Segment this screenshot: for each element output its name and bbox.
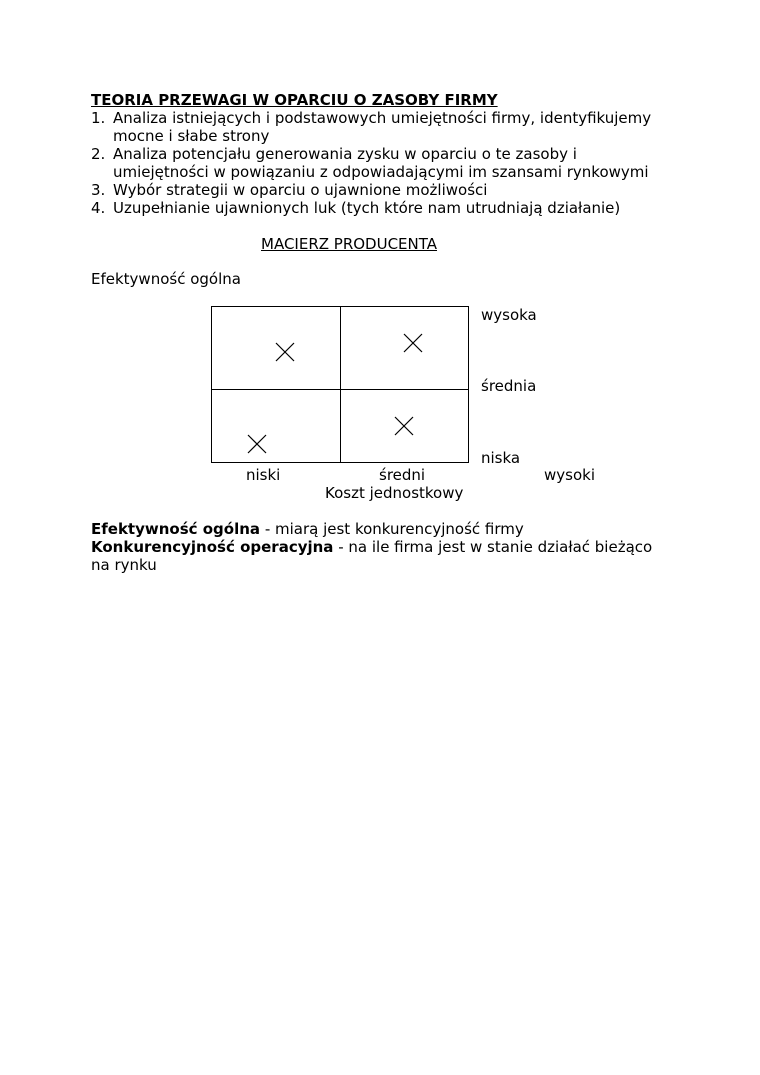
list-number: 2. xyxy=(91,145,106,163)
cross-mark-top-right xyxy=(404,334,422,352)
list-number: 4. xyxy=(91,199,106,217)
matrix-heading: MACIERZ PRODUCENTA xyxy=(261,235,438,253)
list-item-text: Analiza potencjału generowania zysku w oparciu o te zasoby i xyxy=(113,145,577,163)
list-number: 1. xyxy=(91,109,106,127)
cross-mark-bottom-left xyxy=(248,435,266,453)
document-title: TEORIA PRZEWAGI W OPARCIU O ZASOBY FIRMY xyxy=(91,91,498,109)
matrix-y-axis-title: Efektywność ogólna xyxy=(91,270,241,288)
cross-mark-top-left xyxy=(276,343,294,361)
matrix-x-axis-title: Koszt jednostkowy xyxy=(325,484,464,502)
list-number: 3. xyxy=(91,181,106,199)
definition-text: - na ile firma jest w stanie działać bieżąco xyxy=(333,538,653,556)
definition-line xyxy=(91,538,652,556)
definition-text: - miarą jest konkurencyjność firmy xyxy=(260,520,524,538)
x-label-low: niski xyxy=(246,466,281,484)
list-item-text: mocne i słabe strony xyxy=(113,127,270,145)
cross-mark-bottom-right xyxy=(395,417,413,435)
definition-line xyxy=(91,520,524,538)
y-label-high: wysoka xyxy=(481,306,537,324)
list-item-text: Uzupełnianie ujawnionych luk (tych które nam utrudniają działanie) xyxy=(113,199,621,217)
x-label-medium: średni xyxy=(379,466,426,484)
list-item-text: Wybór strategii w oparciu o ujawnione możliwości xyxy=(113,181,488,199)
list-item-text: umiejętności w powiązaniu z odpowiadającymi im szansami rynkowymi xyxy=(113,163,649,181)
list-item-text: Analiza istniejących i podstawowych umiejętności firmy, identyfikujemy xyxy=(113,109,652,127)
definition-term: Konkurencyjność operacyjna xyxy=(91,538,334,556)
y-label-low: niska xyxy=(481,449,521,467)
definition-term: Efektywność ogólna xyxy=(91,520,261,538)
x-label-high: wysoki xyxy=(544,466,595,484)
definition-continuation: na rynku xyxy=(91,556,157,574)
y-label-medium: średnia xyxy=(481,377,537,395)
